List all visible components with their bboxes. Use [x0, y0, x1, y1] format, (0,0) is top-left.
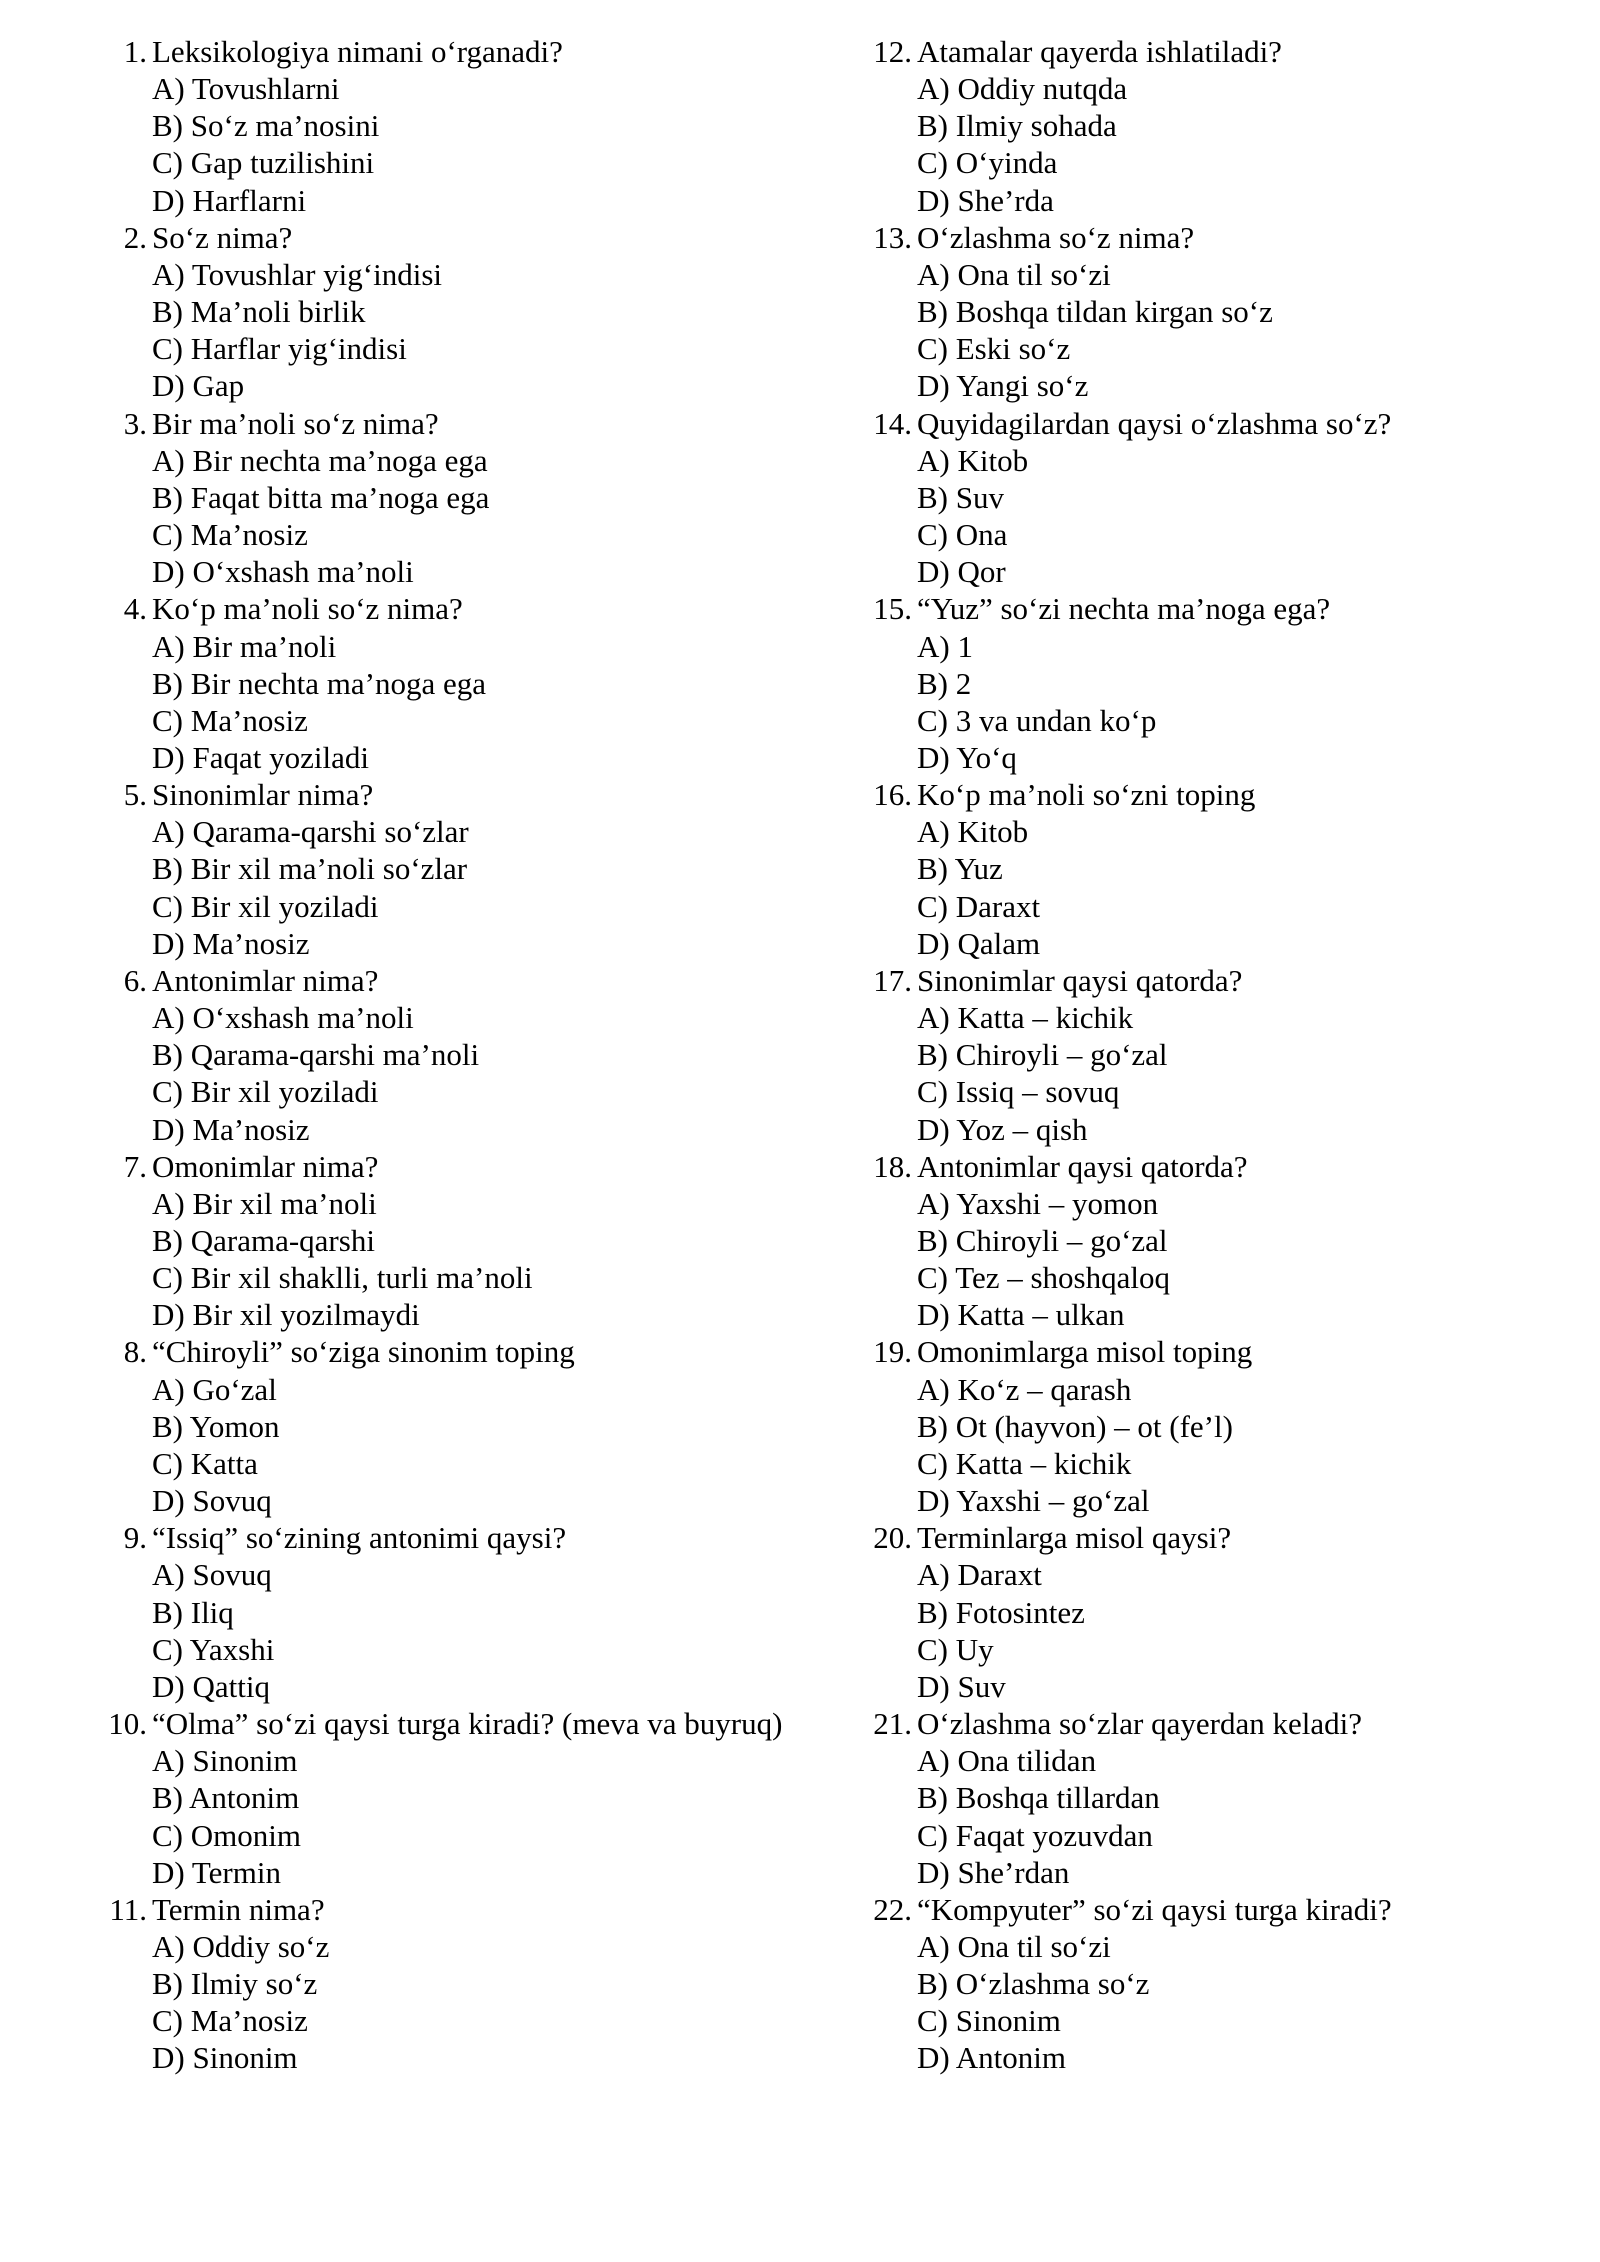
- answer-option: A) Oddiy so‘z: [152, 1928, 330, 1964]
- question-line: [917, 405, 1597, 442]
- question-text: Sinonimlar qaysi qatorda?: [917, 962, 1243, 998]
- question-item: [92, 962, 872, 1148]
- answer-option: B) Ma’noli birlik: [152, 294, 366, 330]
- question-line: [917, 962, 1597, 999]
- answer-option: D) Gap: [152, 368, 245, 404]
- question-line: [917, 1705, 1597, 1742]
- answer-option: D) Qor: [917, 554, 1006, 590]
- question-text: Leksikologiya nimani o‘rganadi?: [152, 34, 563, 69]
- question-text: Ko‘p ma’noli so‘zni toping: [917, 777, 1256, 813]
- answer-option: D) Yangi so‘z: [917, 368, 1089, 404]
- answer-option: B) Boshqa tildan kirgan so‘z: [917, 294, 1273, 330]
- question-line: [917, 33, 1597, 70]
- answer-option: D) Yo‘q: [917, 739, 1017, 775]
- answer-option: C) Sinonim: [917, 2003, 1061, 2039]
- question-line: [152, 776, 872, 813]
- question-item: [92, 1333, 872, 1519]
- question-number: 8.: [123, 1334, 147, 1370]
- question-text: Atamalar qayerda ishlatiladi?: [917, 34, 1282, 69]
- answer-option: C) Bir xil shaklli, turli ma’noli: [152, 1260, 533, 1296]
- question-number: 10.: [108, 1706, 147, 1742]
- answer-option: A) Daraxt: [917, 1557, 1042, 1593]
- answer-option: C) Bir xil yoziladi: [152, 1074, 379, 1110]
- answer-option: A) Ko‘z – qarash: [917, 1371, 1132, 1407]
- question-number: 18.: [873, 1148, 912, 1184]
- question-item: [857, 962, 1597, 1148]
- question-line: [917, 1891, 1597, 1928]
- answer-option: A) Ona tilidan: [917, 1743, 1097, 1779]
- question-number: 6.: [123, 962, 147, 998]
- question-item: [92, 776, 872, 962]
- answer-option: C) Issiq – sovuq: [917, 1074, 1120, 1110]
- question-number: 3.: [123, 405, 147, 441]
- answer-option: C) 3 va undan ko‘p: [917, 702, 1157, 738]
- answer-option: C) Gap tuzilishini: [152, 145, 375, 181]
- question-line: [152, 962, 872, 999]
- question-item: [857, 1148, 1597, 1334]
- question-line: [152, 1519, 872, 1556]
- question-text: O‘zlashma so‘zlar qayerdan keladi?: [917, 1706, 1362, 1742]
- answer-option: C) Harflar yig‘indisi: [152, 331, 407, 367]
- question-item: [92, 1705, 872, 1891]
- answer-option: D) Antonim: [917, 2040, 1066, 2076]
- question-line: [917, 219, 1597, 256]
- answer-option: D) Sovuq: [152, 1483, 272, 1519]
- question-text: Bir ma’noli so‘z nima?: [152, 405, 439, 441]
- answer-option: A) Katta – kichik: [917, 1000, 1134, 1036]
- answer-option: A) Qarama-qarshi so‘zlar: [152, 814, 469, 850]
- answer-option: B) So‘z ma’nosini: [152, 108, 380, 144]
- question-text: So‘z nima?: [152, 219, 293, 255]
- answer-option: C) Ma’nosiz: [152, 2003, 308, 2039]
- question-number: 14.: [873, 405, 912, 441]
- question-number: 21.: [873, 1706, 912, 1742]
- answer-option: B) Chiroyli – go‘zal: [917, 1223, 1168, 1258]
- question-line: [917, 1148, 1597, 1185]
- question-item: [857, 219, 1597, 405]
- answer-option: D) Sinonim: [152, 2040, 298, 2076]
- question-number: 1.: [123, 34, 147, 69]
- answer-option: C) Ma’nosiz: [152, 517, 308, 553]
- question-line: [917, 590, 1597, 627]
- answer-option: C) Omonim: [152, 1817, 301, 1853]
- answer-option: A) Oddiy nutqda: [917, 71, 1128, 107]
- question-item: [857, 1705, 1597, 1891]
- answer-option: C) Bir xil yoziladi: [152, 888, 379, 924]
- answer-option: B) 2: [917, 665, 972, 701]
- question-item: [857, 590, 1597, 776]
- question-item: [92, 1891, 872, 2077]
- answer-option: C) Eski so‘z: [917, 331, 1071, 367]
- question-number: 12.: [873, 34, 912, 69]
- question-item: [857, 33, 1597, 219]
- answer-option: C) Faqat yozuvdan: [917, 1817, 1153, 1853]
- answer-option: B) Antonim: [152, 1780, 300, 1816]
- question-number: 13.: [873, 219, 912, 255]
- answer-option: A) Ona til so‘zi: [917, 256, 1111, 292]
- answer-option: A) Go‘zal: [152, 1371, 277, 1407]
- answer-option: A) Tovushlar yig‘indisi: [152, 256, 443, 292]
- answer-option: D) Ma’nosiz: [152, 925, 310, 961]
- question-number: 17.: [873, 962, 912, 998]
- answer-option: B) Suv: [917, 479, 1004, 515]
- question-line: [917, 776, 1597, 813]
- question-number: 2.: [123, 219, 147, 255]
- question-item: [92, 1148, 872, 1334]
- question-number: 9.: [123, 1520, 147, 1556]
- question-item: [92, 219, 872, 405]
- answer-option: B) Ot (hayvon) – ot (fe’l): [917, 1408, 1233, 1444]
- question-text: “Chiroyli” so‘ziga sinonim toping: [152, 1334, 575, 1370]
- question-number: 4.: [123, 591, 147, 627]
- answer-option: D) Yaxshi – go‘zal: [917, 1483, 1150, 1519]
- answer-option: A) Kitob: [917, 442, 1029, 478]
- answer-option: D) Termin: [152, 1854, 281, 1890]
- answer-option: A) Sinonim: [152, 1743, 298, 1779]
- question-item: [857, 776, 1597, 962]
- question-item: [92, 405, 872, 591]
- answer-option: C) Tez – shoshqaloq: [917, 1260, 1170, 1296]
- question-number: 22.: [873, 1891, 912, 1927]
- question-item: [92, 33, 872, 219]
- answer-option: D) Harflarni: [152, 182, 307, 218]
- answer-option: D) She’rda: [917, 182, 1054, 218]
- question-line: [152, 590, 872, 627]
- question-text: “Olma” so‘zi qaysi turga kiradi? (meva va buyruq): [152, 1706, 783, 1742]
- answer-option: D) Katta – ulkan: [917, 1297, 1125, 1333]
- answer-option: C) Ona: [917, 517, 1008, 553]
- question-text: “Kompyuter” so‘zi qaysi turga kiradi?: [917, 1891, 1392, 1927]
- answer-option: B) Yomon: [152, 1408, 280, 1444]
- question-line: [152, 1705, 872, 1742]
- answer-option: A) Tovushlarni: [152, 71, 340, 107]
- question-line: [152, 1333, 872, 1370]
- answer-option: B) O‘zlashma so‘z: [917, 1966, 1150, 2002]
- question-text: O‘zlashma so‘z nima?: [917, 219, 1195, 255]
- question-text: “Yuz” so‘zi nechta ma’noga ega?: [917, 591, 1331, 627]
- question-item: [857, 1891, 1597, 2077]
- question-text: Antonimlar qaysi qatorda?: [917, 1148, 1248, 1184]
- question-line: [152, 219, 872, 256]
- question-text: Antonimlar nima?: [152, 962, 379, 998]
- questions-column-right: [857, 33, 1597, 2077]
- answer-option: D) Qattiq: [152, 1668, 270, 1704]
- answer-option: C) O‘yinda: [917, 145, 1058, 181]
- answer-option: D) Suv: [917, 1668, 1006, 1704]
- answer-option: B) Boshqa tillardan: [917, 1780, 1160, 1816]
- answer-option: C) Yaxshi: [152, 1631, 275, 1667]
- answer-option: B) Ilmiy so‘z: [152, 1966, 318, 2002]
- answer-option: A) Kitob: [917, 814, 1029, 850]
- question-item: [857, 405, 1597, 591]
- question-line: [152, 1148, 872, 1185]
- answer-option: B) Fotosintez: [917, 1594, 1085, 1630]
- questions-column-left: [92, 33, 872, 2077]
- question-line: [152, 33, 872, 70]
- answer-option: B) Bir xil ma’noli so‘zlar: [152, 851, 468, 887]
- question-number: 19.: [873, 1334, 912, 1370]
- answer-option: B) Bir nechta ma’noga ega: [152, 665, 486, 701]
- question-number: 16.: [873, 777, 912, 813]
- answer-option: B) Ilmiy sohada: [917, 108, 1117, 144]
- answer-option: D) She’rdan: [917, 1854, 1070, 1890]
- question-text: Sinonimlar nima?: [152, 777, 374, 813]
- question-item: [857, 1519, 1597, 1705]
- answer-option: B) Faqat bitta ma’noga ega: [152, 479, 490, 515]
- answer-option: B) Yuz: [917, 851, 1003, 887]
- answer-option: A) Bir nechta ma’noga ega: [152, 442, 488, 478]
- question-text: Omonimlar nima?: [152, 1148, 379, 1184]
- question-number: 11.: [109, 1891, 147, 1927]
- answer-option: C) Uy: [917, 1631, 994, 1667]
- question-text: Termin nima?: [152, 1891, 325, 1927]
- question-number: 7.: [123, 1148, 147, 1184]
- answer-option: D) Yoz – qish: [917, 1111, 1088, 1147]
- answer-option: A) Sovuq: [152, 1557, 272, 1593]
- answer-option: A) Bir xil ma’noli: [152, 1185, 377, 1221]
- answer-option: D) O‘xshash ma’noli: [152, 554, 414, 590]
- question-text: Terminlarga misol qaysi?: [917, 1520, 1232, 1556]
- question-line: [917, 1519, 1597, 1556]
- answer-option: A) Bir ma’noli: [152, 628, 337, 664]
- answer-option: A) 1: [917, 628, 973, 664]
- question-text: “Issiq” so‘zining antonimi qaysi?: [152, 1520, 567, 1556]
- question-item: [857, 1333, 1597, 1519]
- answer-option: D) Qalam: [917, 925, 1041, 961]
- question-number: 15.: [873, 591, 912, 627]
- answer-option: A) Ona til so‘zi: [917, 1928, 1111, 1964]
- answer-option: A) Yaxshi – yomon: [917, 1185, 1159, 1221]
- question-line: [917, 1333, 1597, 1370]
- question-item: [92, 590, 872, 776]
- answer-option: B) Qarama-qarshi ma’noli: [152, 1037, 480, 1073]
- answer-option: C) Katta: [152, 1445, 258, 1481]
- question-text: Quyidagilardan qaysi o‘zlashma so‘z?: [917, 405, 1392, 441]
- question-number: 5.: [123, 777, 147, 813]
- answer-option: D) Ma’nosiz: [152, 1111, 310, 1147]
- question-text: Ko‘p ma’noli so‘z nima?: [152, 591, 463, 627]
- question-item: [92, 1519, 872, 1705]
- question-line: [152, 405, 872, 442]
- question-text: Omonimlarga misol toping: [917, 1334, 1253, 1370]
- answer-option: D) Bir xil yozilmaydi: [152, 1297, 420, 1333]
- answer-option: C) Ma’nosiz: [152, 702, 308, 738]
- question-number: 20.: [873, 1520, 912, 1556]
- answer-option: B) Chiroyli – go‘zal: [917, 1037, 1168, 1073]
- answer-option: C) Daraxt: [917, 888, 1041, 924]
- answer-option: C) Katta – kichik: [917, 1445, 1132, 1481]
- answer-option: B) Qarama-qarshi: [152, 1223, 375, 1258]
- answer-option: A) O‘xshash ma’noli: [152, 1000, 414, 1036]
- question-line: [152, 1891, 872, 1928]
- answer-option: B) Iliq: [152, 1594, 234, 1630]
- answer-option: D) Faqat yoziladi: [152, 739, 369, 775]
